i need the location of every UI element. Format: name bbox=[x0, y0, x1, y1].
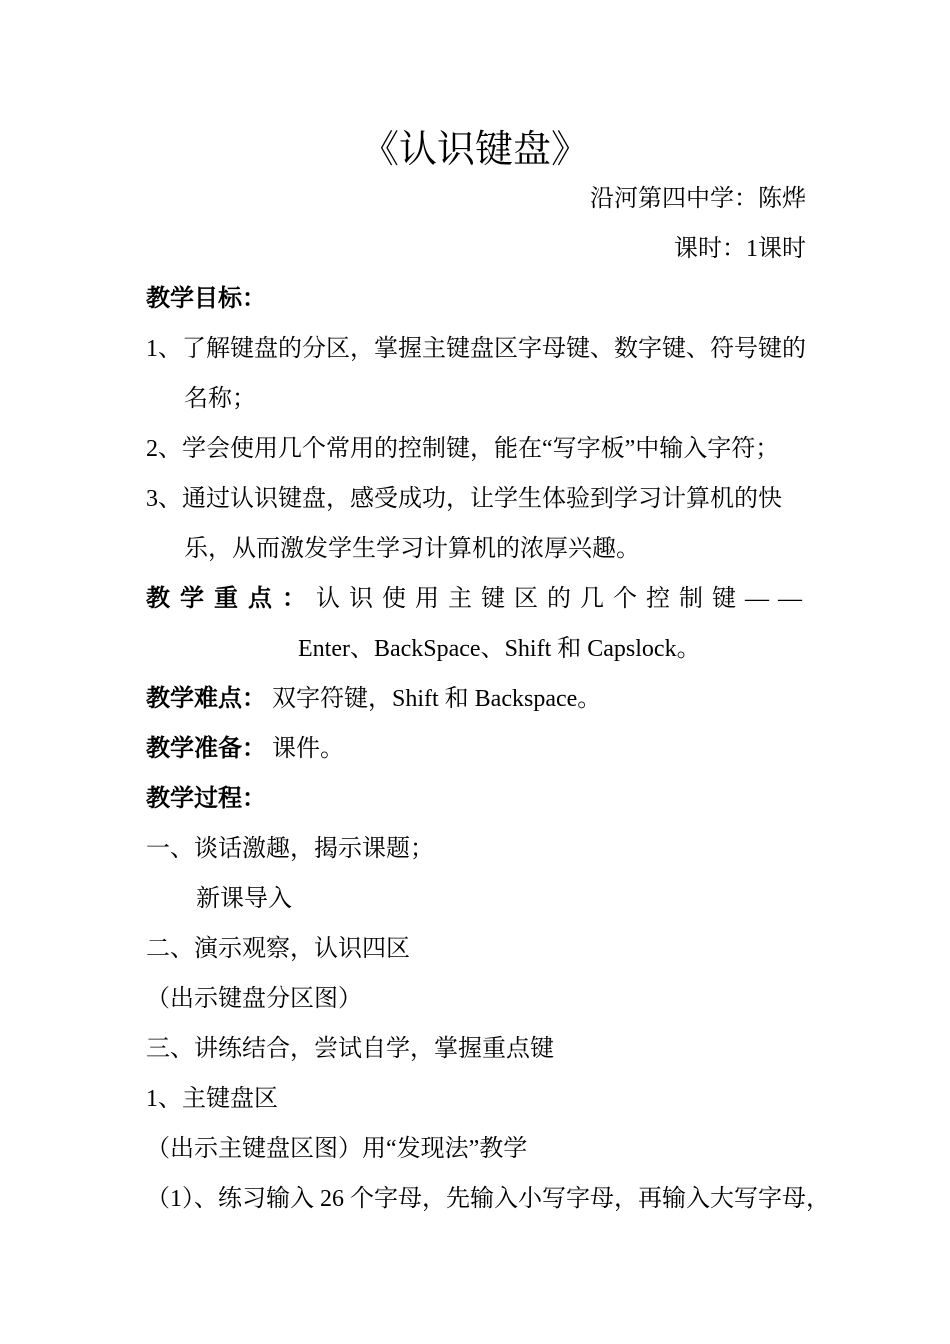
preparation-line bbox=[146, 734, 344, 764]
step-3-1-1: （1）、练习输入 26 个字母，先输入小写字母，再输入大写字母， bbox=[146, 1186, 830, 1212]
step-3-1-sub: （出示主键盘区图）用“发现法”教学 bbox=[146, 1136, 528, 1162]
difficulties-text: 双字符键，Shift 和 Backspace。 bbox=[272, 686, 602, 712]
preparation-text: 课件。 bbox=[272, 736, 344, 762]
class-hours: 课时：1课时 bbox=[674, 236, 806, 262]
key-points-heading: 教学重点： bbox=[146, 586, 316, 612]
step-1-sub: 新课导入 bbox=[196, 886, 292, 912]
difficulties-heading: 教学难点： bbox=[146, 686, 266, 712]
step-1: 一、谈话激趣，揭示课题； bbox=[146, 836, 434, 862]
objective-1-line-1: 1、了解键盘的分区，掌握主键盘区字母键、数字键、符号键的 bbox=[146, 336, 806, 362]
key-points-text-1: 认识使用主键区的几个控制键—— bbox=[316, 586, 811, 612]
step-3-1: 1、主键盘区 bbox=[146, 1086, 278, 1112]
difficulties-line bbox=[146, 684, 601, 714]
author-line: 沿河第四中学：陈烨 bbox=[590, 186, 806, 212]
step-2-sub: （出示键盘分区图） bbox=[146, 986, 362, 1012]
step-2: 二、演示观察，认识四区 bbox=[146, 936, 410, 962]
key-points-text-2: Enter、BackSpace、Shift 和 Capslock。 bbox=[298, 636, 701, 662]
objective-1-line-2: 名称； bbox=[184, 386, 256, 412]
preparation-heading: 教学准备： bbox=[146, 736, 266, 762]
document-title: 《认识键盘》 bbox=[360, 129, 589, 171]
objective-3-line-1: 3、通过认识键盘，感受成功，让学生体验到学习计算机的快 bbox=[146, 486, 782, 512]
objectives-heading: 教学目标： bbox=[146, 286, 266, 312]
step-3: 三、讲练结合，尝试自学，掌握重点键 bbox=[146, 1036, 554, 1062]
key-points-line bbox=[146, 584, 811, 614]
process-heading: 教学过程： bbox=[146, 786, 266, 812]
objective-2: 2、学会使用几个常用的控制键，能在“写字板”中输入字符； bbox=[146, 436, 780, 462]
objective-3-line-2: 乐，从而激发学生学习计算机的浓厚兴趣。 bbox=[184, 536, 640, 562]
